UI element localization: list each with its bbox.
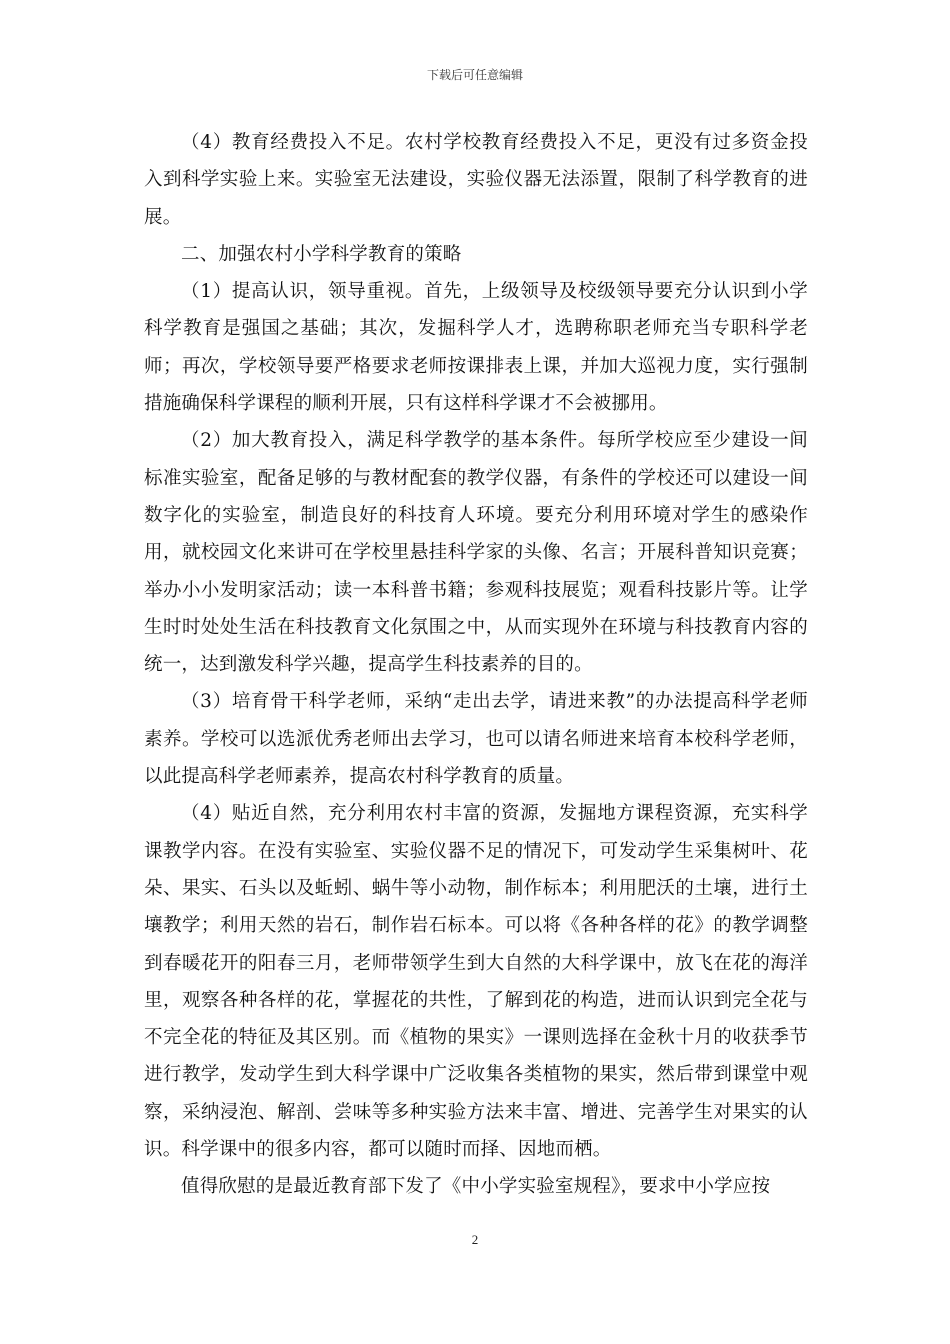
page-number: 2 xyxy=(471,1232,479,1247)
paragraph-strategy-3: （3）培育骨干科学老师，采纳“走出去学，请进来教”的办法提高科学老师素养。学校可以选派优秀老师出去学习，也可以请名师进来培育本校科学老师，以此提高科学老师素养，提高农村科学教育的质量。 xyxy=(144,691,808,788)
document-body xyxy=(144,124,808,1206)
paragraph-strategy-4: （4）贴近自然，充分利用农村丰富的资源，发掘地方课程资源，充实科学课教学内容。在没有实验室、实验仪器不足的情况下，可发动学生采集树叶、花朵、果实、石头以及蚯蚓、蜗牛等小动物，制作标本；利用肥沃的土壤，进行土壤教学；利用天然的岩石，制作岩石标本。可以将《各种各样的花》的教学调整到春暖花开的阳春三月，老师带领学生到大自然的大科学课中，放飞在花的海洋里，观察各种各样的花，掌握花的共性，了解到花的构造，进而认识到完全花与不完全花的特征及其区别。而《植物的果实》一课则选择在金秋十月的收获季节进行教学，发动学生到大科学课中广泛收集各类植物的果实，然后带到课堂中观察，采纳浸泡、解剖、尝味等多种实验方法来丰富、增进、完善学生对果实的认识。科学课中的很多内容，都可以随时而择、因地而栖。 xyxy=(144,803,808,1161)
paragraph-strategy-2: （2）加大教育投入，满足科学教学的基本条件。每所学校应至少建设一间标准实验室，配备足够的与教材配套的教学仪器，有条件的学校还可以建设一间数字化的实验室，制造良好的科技育人环境。要充分利用环境对学生的感染作用，就校园文化来讲可在学校里悬挂科学家的头像、名言；开展科普知识竞赛；举办小小发明家活动；读一本科普书籍；参观科技展览；观看科技影片等。让学生时时处处生活在科技教育文化氛围之中，从而实现外在环境与科技教育内容的统一，达到激发科学兴趣，提高学生科技素养的目的。 xyxy=(144,430,808,676)
paragraph-closing: 值得欣慰的是最近教育部下发了《中小学实验室规程》，要求中小学应按 xyxy=(181,1176,771,1198)
paragraph-funding-shortage: （4）教育经费投入不足。农村学校教育经费投入不足，更没有过多资金投入到科学实验上来。实验室无法建设，实验仪器无法添置，限制了科学教育的进展。 xyxy=(144,132,808,228)
section-heading-strategies: 二、加强农村小学科学教育的策略 xyxy=(181,243,462,265)
page-header: 下载后可任意编辑 xyxy=(426,68,523,82)
paragraph-strategy-1: （1）提高认识，领导重视。首先，上级领导及校级领导要充分认识到小学科学教育是强国之基础；其次，发掘科学人才，选聘称职老师充当专职科学老师；再次，学校领导要严格要求老师按课排表上课，并加大巡视力度，实行强制措施确保科学课程的顺利开展，只有这样科学课才不会被挪用。 xyxy=(144,281,808,415)
